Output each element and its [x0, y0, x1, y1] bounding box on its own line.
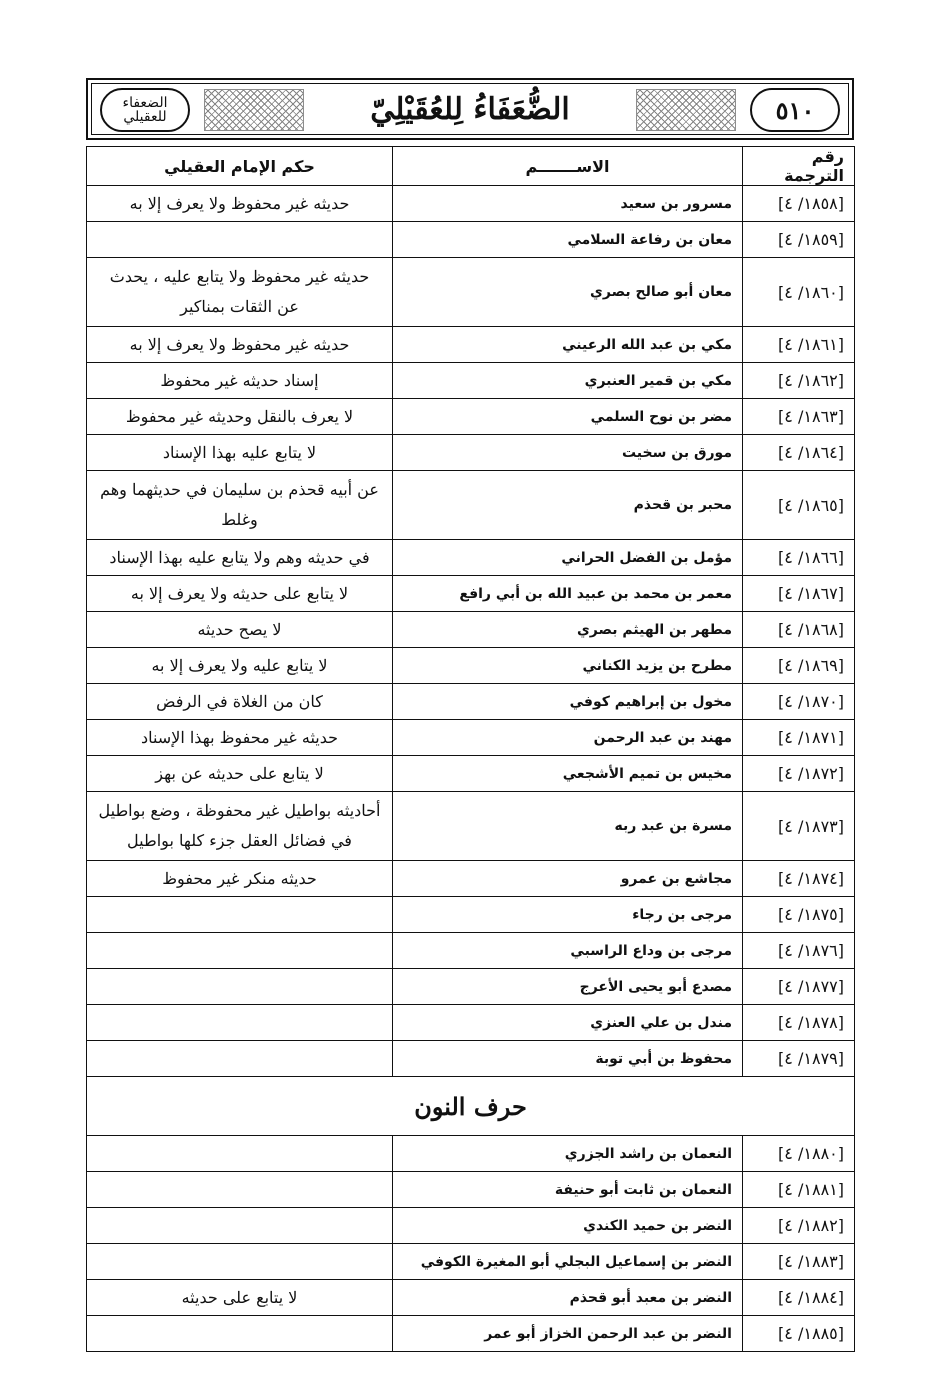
table-row	[87, 897, 855, 933]
narrator-name: معان بن رفاعة السلامي	[393, 222, 743, 258]
seal-line-2: للعقيلي	[123, 109, 167, 125]
judgement-text	[87, 1172, 393, 1208]
judgement-text: حديثه غير محفوظ ولا يعرف إلا به	[87, 327, 393, 363]
judgement-text: لا يتابع عليه ولا يعرف إلا به	[87, 648, 393, 684]
narrator-name: مصدع أبو يحيى الأعرج	[393, 969, 743, 1005]
seal-line-1: الضعفاء	[122, 95, 168, 111]
narrator-number: [١٨٨٤/ ٤]	[743, 1280, 855, 1316]
table-row	[87, 933, 855, 969]
narrator-number: [١٨٦٥/ ٤]	[743, 471, 855, 540]
page-number: ٥١٠	[775, 95, 815, 125]
narrator-name: مخول بن إبراهيم كوفي	[393, 684, 743, 720]
judgement-text: لا يعرف بالنقل وحديثه غير محفوظ	[87, 399, 393, 435]
narrator-number: [١٨٦٢/ ٤]	[743, 363, 855, 399]
header-frame	[91, 83, 849, 135]
table-row	[87, 1208, 855, 1244]
narrator-number: [١٨٥٨/ ٤]	[743, 186, 855, 222]
narrator-number: [١٨٧٧/ ٤]	[743, 969, 855, 1005]
narrator-name: مسرة بن عبد ربه	[393, 792, 743, 861]
narrator-name: معمر بن محمد بن عبيد الله بن أبي رافع	[393, 576, 743, 612]
narrator-number: [١٨٧٦/ ٤]	[743, 933, 855, 969]
table-row	[87, 471, 855, 540]
judgement-text	[87, 1136, 393, 1172]
judgement-text: حديثه غير محفوظ ولا يتابع عليه ، يحدث عن الثقات بمناكير	[87, 258, 393, 327]
narrator-name: النضر بن معبد أبو قحذم	[393, 1280, 743, 1316]
narrator-number: [١٨٧٤/ ٤]	[743, 861, 855, 897]
table-row	[87, 684, 855, 720]
judgement-text: لا يصح حديثه	[87, 612, 393, 648]
narrator-number: [١٨٧٣/ ٤]	[743, 792, 855, 861]
section-heading-group	[87, 1077, 855, 1136]
table-row	[87, 576, 855, 612]
judgement-text	[87, 969, 393, 1005]
judgement-text: لا يتابع على حديثه	[87, 1280, 393, 1316]
narrator-number: [١٨٦٠/ ٤]	[743, 258, 855, 327]
narrator-name: محبر بن قحذم	[393, 471, 743, 540]
judgement-text	[87, 1005, 393, 1041]
judgement-text	[87, 1041, 393, 1077]
narrator-number: [١٨٦٧/ ٤]	[743, 576, 855, 612]
narrator-number: [١٨٧٢/ ٤]	[743, 756, 855, 792]
narrator-number: [١٨٨٣/ ٤]	[743, 1244, 855, 1280]
narrator-name: النضر بن حميد الكندي	[393, 1208, 743, 1244]
section-heading-row	[87, 1077, 855, 1136]
narrator-name: مجاشع بن عمرو	[393, 861, 743, 897]
narrator-name: مورق بن سخيت	[393, 435, 743, 471]
judgement-text	[87, 897, 393, 933]
narrator-name: مرجى بن وداع الراسبي	[393, 933, 743, 969]
table-row	[87, 363, 855, 399]
table-row	[87, 222, 855, 258]
narrator-name: مرجى بن رجاء	[393, 897, 743, 933]
judgement-text: حديثه غير محفوظ ولا يعرف إلا به	[87, 186, 393, 222]
table-row	[87, 1005, 855, 1041]
table-row	[87, 540, 855, 576]
table-row	[87, 648, 855, 684]
narrator-name: النضر بن عبد الرحمن الخزاز أبو عمر	[393, 1316, 743, 1352]
table-row	[87, 1041, 855, 1077]
narrator-name: مكي بن عبد الله الرعيني	[393, 327, 743, 363]
column-header-name: الاســـــــم	[393, 147, 743, 186]
table-row	[87, 258, 855, 327]
narrator-name: مندل بن علي العنزي	[393, 1005, 743, 1041]
judgement-text: لا يتابع على حديثه عن بهز	[87, 756, 393, 792]
table-row	[87, 1280, 855, 1316]
narrator-name: مضر بن نوح السلمي	[393, 399, 743, 435]
judgement-text	[87, 1208, 393, 1244]
judgement-text	[87, 1244, 393, 1280]
judgement-text: أحاديثه بواطيل غير محفوظة ، وضع بواطيل في فضائل العقل جزء كلها بواطيل	[87, 792, 393, 861]
narrator-number: [١٨٥٩/ ٤]	[743, 222, 855, 258]
table-row	[87, 1172, 855, 1208]
table-row	[87, 969, 855, 1005]
narrator-number: [١٨٦٨/ ٤]	[743, 612, 855, 648]
judgement-text: حديثه غير محفوظ بهذا الإسناد	[87, 720, 393, 756]
narrator-number: [١٨٦٦/ ٤]	[743, 540, 855, 576]
narrator-name: معان أبو صالح بصري	[393, 258, 743, 327]
narrator-name: النعمان بن راشد الجزري	[393, 1136, 743, 1172]
table-row	[87, 720, 855, 756]
table-row	[87, 1136, 855, 1172]
narrator-number: [١٨٧١/ ٤]	[743, 720, 855, 756]
judgement-text	[87, 1316, 393, 1352]
judgement-text: كان من الغلاة في الرفض	[87, 684, 393, 720]
book-seal	[100, 88, 190, 132]
ornament-right	[636, 89, 736, 131]
narrator-name: النضر بن إسماعيل البجلي أبو المغيرة الكوفي	[393, 1244, 743, 1280]
page-header	[86, 78, 854, 140]
table-body-noon	[87, 1136, 855, 1352]
narrator-number: [١٨٧٨/ ٤]	[743, 1005, 855, 1041]
narrator-name: مطرح بن يزيد الكناني	[393, 648, 743, 684]
table-row	[87, 435, 855, 471]
book-title: الضُّعَفَاءُ لِلعُقَيْلِيّ	[370, 92, 570, 127]
narrator-name: مكي بن قمير العنبري	[393, 363, 743, 399]
judgement-text: لا يتابع على حديثه ولا يعرف إلا به	[87, 576, 393, 612]
table-row	[87, 861, 855, 897]
narrator-number: [١٨٧٠/ ٤]	[743, 684, 855, 720]
judgement-text	[87, 222, 393, 258]
narrator-number: [١٨٧٥/ ٤]	[743, 897, 855, 933]
section-title: حرف النون	[87, 1077, 855, 1136]
narrator-name: النعمان بن ثابت أبو حنيفة	[393, 1172, 743, 1208]
narrator-name: محفوظ بن أبي توبة	[393, 1041, 743, 1077]
narrator-name: مخيس بن تميم الأشجعي	[393, 756, 743, 792]
page-number-medallion	[750, 88, 840, 132]
narrator-number: [١٨٦٩/ ٤]	[743, 648, 855, 684]
judgement-text: إسناد حديثه غير محفوظ	[87, 363, 393, 399]
table-row	[87, 612, 855, 648]
table-row	[87, 399, 855, 435]
table-row	[87, 1244, 855, 1280]
narrator-number: [١٨٨٢/ ٤]	[743, 1208, 855, 1244]
ornament-left	[204, 89, 304, 131]
table-row	[87, 756, 855, 792]
judgement-text: حديثه منكر غير محفوظ	[87, 861, 393, 897]
column-header-number: رقم الترجمة	[743, 147, 855, 186]
column-header-judgement: حكم الإمام العقيلي	[87, 147, 393, 186]
judgement-text: لا يتابع عليه بهذا الإسناد	[87, 435, 393, 471]
table-header-row	[87, 147, 855, 186]
narrators-table	[86, 146, 855, 1352]
judgement-text	[87, 933, 393, 969]
narrator-number: [١٨٦٤/ ٤]	[743, 435, 855, 471]
narrator-number: [١٨٦١/ ٤]	[743, 327, 855, 363]
narrator-number: [١٨٦٣/ ٤]	[743, 399, 855, 435]
narrator-number: [١٨٨١/ ٤]	[743, 1172, 855, 1208]
narrator-number: [١٨٧٩/ ٤]	[743, 1041, 855, 1077]
judgement-text: في حديثه وهم ولا يتابع عليه بهذا الإسناد	[87, 540, 393, 576]
narrator-name: مهند بن عبد الرحمن	[393, 720, 743, 756]
table-row	[87, 327, 855, 363]
narrator-name: مؤمل بن الفضل الحراني	[393, 540, 743, 576]
narrator-number: [١٨٨٠/ ٤]	[743, 1136, 855, 1172]
table-row	[87, 792, 855, 861]
judgement-text: عن أبيه قحذم بن سليمان في حديثهما وهم وغلط	[87, 471, 393, 540]
narrator-name: مسرور بن سعيد	[393, 186, 743, 222]
table-row	[87, 186, 855, 222]
table-body-meem	[87, 186, 855, 1077]
narrator-number: [١٨٨٥/ ٤]	[743, 1316, 855, 1352]
table-row	[87, 1316, 855, 1352]
narrator-name: مطهر بن الهيثم بصري	[393, 612, 743, 648]
